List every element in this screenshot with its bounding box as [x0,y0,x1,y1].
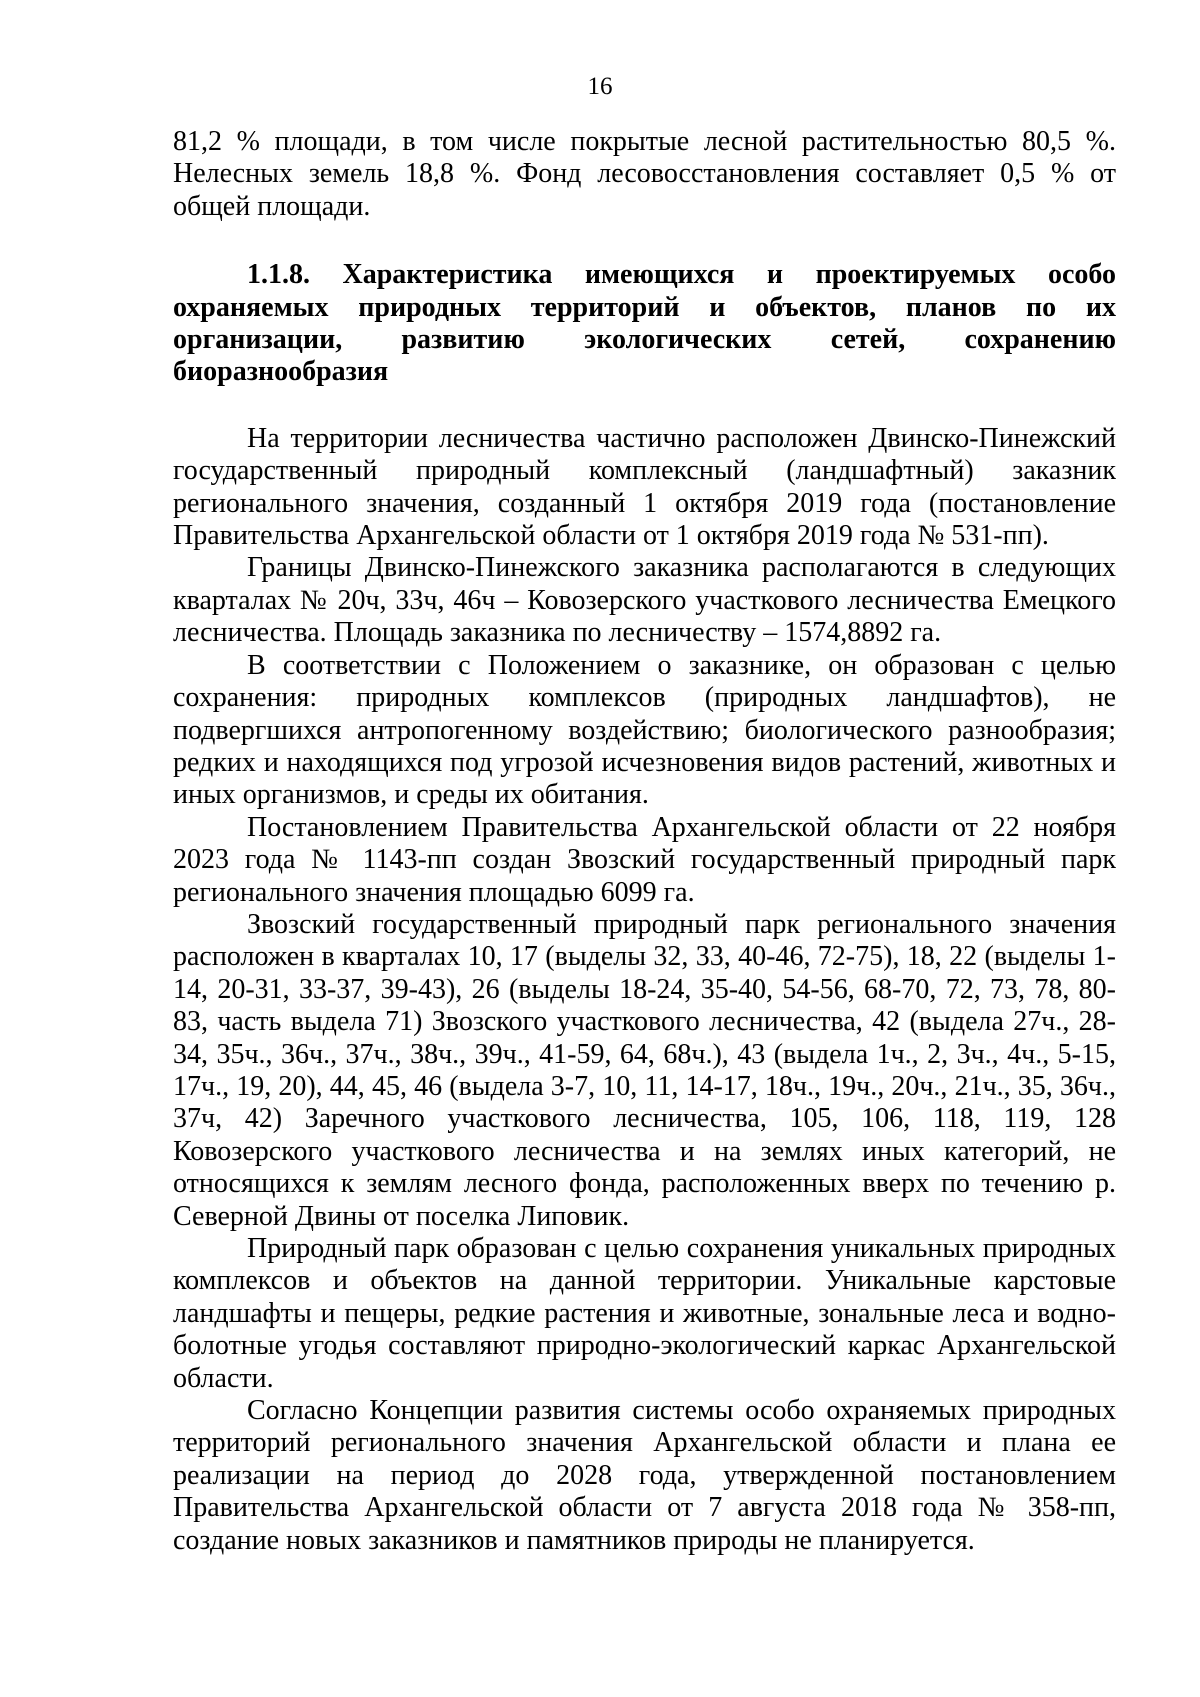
paragraph-park-location: Звозский государственный природный парк регионального значения расположен в кварталах 10, 17 (выделы 32, 33, 40-46, 72-75), 18, 22 (выделы 1-14, 20-31, 33-37, 39-43), 26 (выделы 18-24, 35-40, 54-56, 68-70, 72, 73, 78, 80-83, часть выдела 71) Звозского участкового лесничества, 42 (выдела 27ч., 28-34, 35ч., 36ч., 37ч., 38ч., 39ч., 41-59, 64, 68ч.), 43 (выдела 1ч., 2, 3ч., 4ч., 5-15, 17ч., 19, 20), 44, 45, 46 (выдела 3-7, 10, 11, 14-17, 18ч., 19ч., 20ч., 21ч., 35, 36ч., 37ч, 42) Заречного участкового лесничества, 105, 106, 118, 119, 128 Ковозерского участкового лесничества и на землях иных категорий, не относящихся к землям лесного фонда, расположенных вверх по течению р. Северной Двины от поселка Липовик. [173,908,1116,1232]
paragraph-reserve-boundaries: Границы Двинско-Пинежского заказника располагаются в следующих кварталах № 20ч, 33ч, 46ч – Ковозерского участкового лесничества Емецкого лесничества. Площадь заказника по лесничеству – 1574,8892 га. [173,552,1116,649]
paragraph-concept: Согласно Концепции развития системы особо охраняемых природных территорий регионального значения Архангельской области и плана ее реализации на период до 2028 года, утвержденной постановлением Правительства Архангельской области от 7 августа 2018 года № 358-пп, создание новых заказников и памятников природы не планируется. [173,1395,1116,1556]
paragraph-park-creation: Постановлением Правительства Архангельской области от 22 ноября 2023 года № 1143-пп создан Звозский государственный природный парк регионального значения площадью 6099 га. [173,811,1116,908]
paragraph-reserve-location: На территории лесничества частично расположен Двинско-Пинежский государственный природный комплексный (ландшафтный) заказник регионального значения, созданный 1 октября 2019 года (постановление Правительства Архангельской области от 1 октября 2019 года № 531-пп). [173,422,1116,552]
section-heading: 1.1.8. Характеристика имеющихся и проектируемых особо охраняемых природных территорий и объектов, планов по их организации, развитию экологических сетей, сохранению биоразнообразия [173,259,1116,388]
paragraph-park-purpose: Природный парк образован с целью сохранения уникальных природных комплексов и объектов на данной территории. Уникальные карстовые ландшафты и пещеры, редкие растения и животные, зональные леса и водно-болотные угодья составляют природно-экологический каркас Архангельской области. [173,1233,1116,1394]
page-content [173,126,1116,1557]
page-number: 16 [587,73,613,100]
paragraph-reserve-purpose: В соответствии с Положением о заказнике, он образован с целью сохранения: природных комплексов (природных ландшафтов), не подвергшихся антропогенному воздействию; биологического разнообразия; редких и находящихся под угрозой исчезновения видов растений, животных и иных организмов, и среды их обитания. [173,649,1116,811]
intro-paragraph: 81,2 % площади, в том числе покрытые лесной растительностью 80,5 %. Нелесных земель 18,8 %. Фонд лесовосстановления составляет 0,5 % от общей площади. [173,126,1116,222]
